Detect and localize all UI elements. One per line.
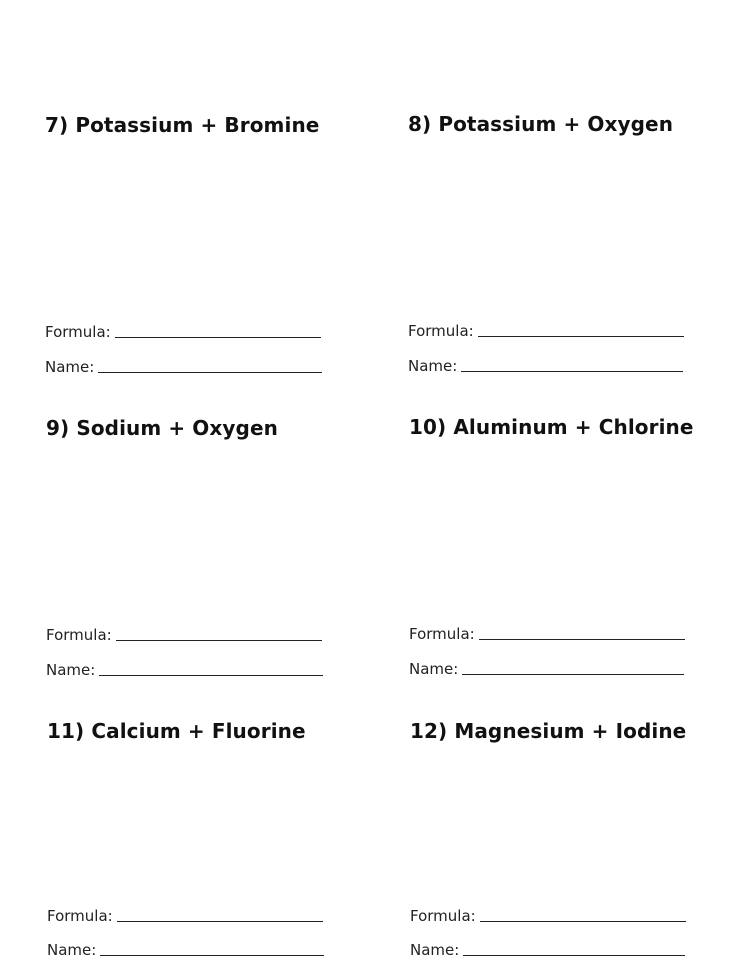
problem-title: 10) Aluminum + Chlorine (409, 415, 694, 439)
formula-field (46, 626, 322, 644)
name-label: Name: (410, 941, 460, 959)
name-field (47, 941, 324, 959)
formula-field (409, 625, 685, 643)
formula-label: Formula: (45, 323, 111, 341)
formula-label: Formula: (47, 907, 113, 925)
problem-title: 7) Potassium + Bromine (45, 113, 320, 137)
formula-field (47, 907, 323, 925)
formula-answer-line[interactable] (479, 638, 685, 640)
name-answer-line[interactable] (461, 370, 683, 372)
formula-field (410, 907, 686, 925)
formula-answer-line[interactable] (115, 336, 321, 338)
name-field (46, 661, 323, 679)
formula-label: Formula: (410, 907, 476, 925)
name-field (408, 357, 683, 375)
name-answer-line[interactable] (99, 674, 323, 676)
formula-answer-line[interactable] (478, 335, 684, 337)
formula-label: Formula: (46, 626, 112, 644)
name-field (45, 358, 322, 376)
name-answer-line[interactable] (463, 954, 685, 956)
name-label: Name: (409, 660, 459, 678)
formula-label: Formula: (408, 322, 474, 340)
name-label: Name: (45, 358, 95, 376)
name-field (409, 660, 684, 678)
name-field (410, 941, 685, 959)
problem-title: 8) Potassium + Oxygen (408, 112, 674, 136)
problem-title: 12) Magnesium + Iodine (410, 719, 687, 743)
formula-answer-line[interactable] (117, 920, 323, 922)
name-answer-line[interactable] (100, 954, 324, 956)
formula-answer-line[interactable] (116, 639, 322, 641)
problem-title: 11) Calcium + Fluorine (47, 719, 306, 743)
problem-title: 9) Sodium + Oxygen (46, 416, 278, 440)
formula-label: Formula: (409, 625, 475, 643)
name-answer-line[interactable] (98, 371, 322, 373)
name-answer-line[interactable] (462, 673, 684, 675)
formula-answer-line[interactable] (480, 920, 686, 922)
formula-field (408, 322, 684, 340)
formula-field (45, 323, 321, 341)
name-label: Name: (408, 357, 458, 375)
name-label: Name: (47, 941, 97, 959)
name-label: Name: (46, 661, 96, 679)
